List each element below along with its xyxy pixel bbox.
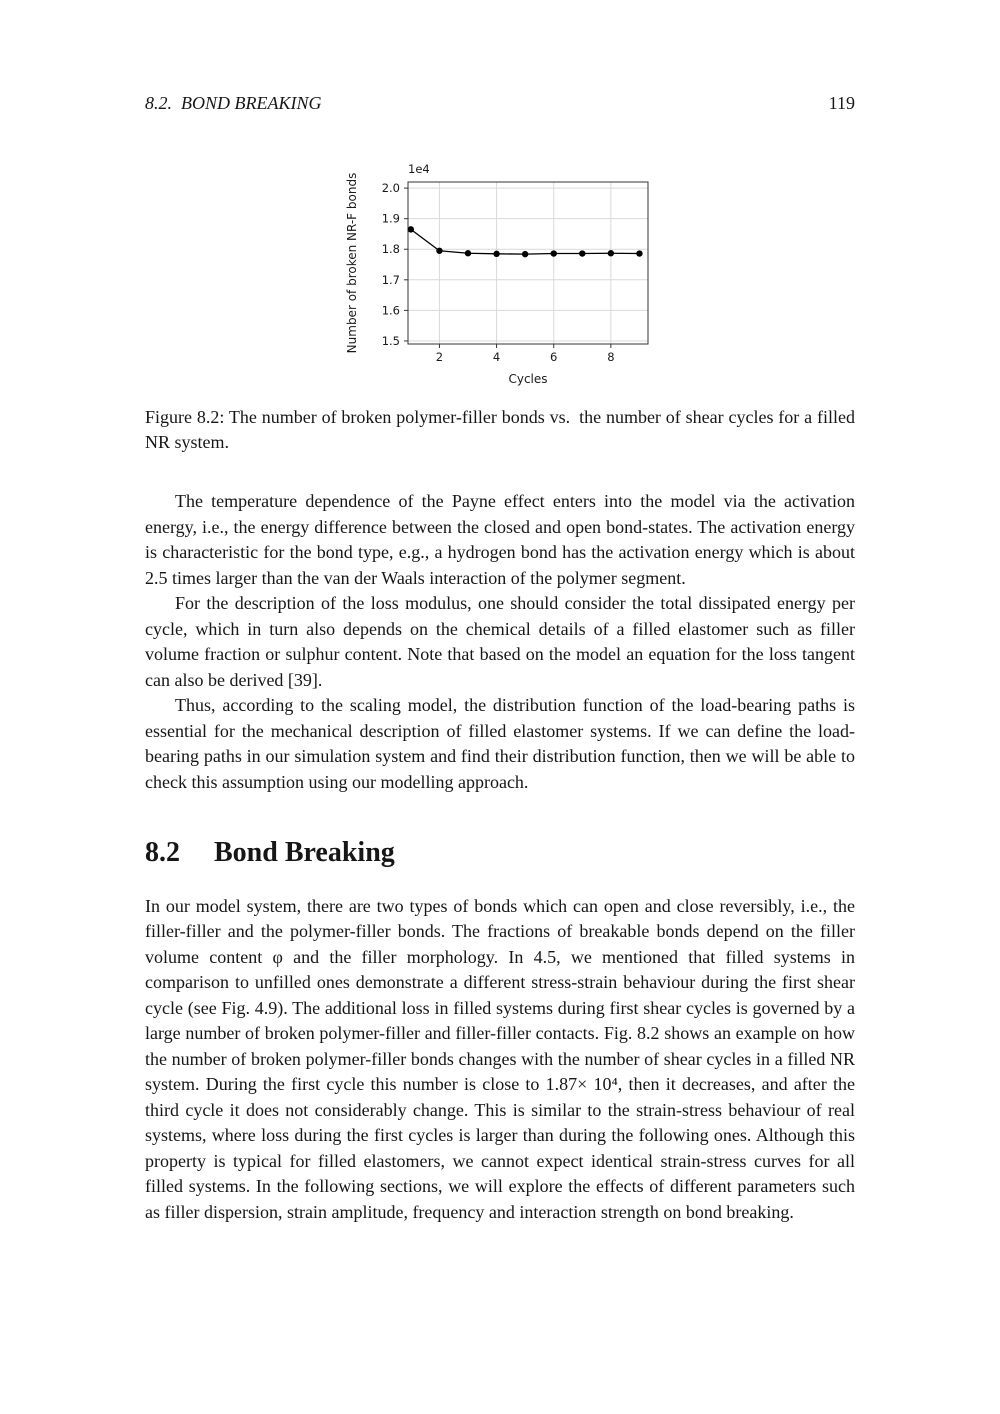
- data-line: [411, 229, 640, 254]
- data-point: [408, 226, 414, 232]
- running-header: [145, 93, 855, 114]
- running-header-section: 8.2. BOND BREAKING: [145, 93, 322, 113]
- axes-box: [408, 182, 648, 344]
- y-tick-label: 1.9: [381, 211, 400, 226]
- x-tick-label: 2: [435, 350, 444, 364]
- y-tick-label: 1.7: [381, 272, 400, 287]
- paragraph: In our model system, there are two types of bonds which can open and close reversibly, i.e., the filler-filler and the polymer-filler bonds. The fractions of breakable bonds depend on the filler volume content φ and the filler morphology. In 4.5, we mentioned that filled systems in comparison to unfilled ones demonstrate a different stress-strain behaviour during the first shear cycle (see Fig. 4.9). The additional loss in filled systems during first shear cycles is governed by a large number of broken polymer-filler and filler-filler contacts. Fig. 8.2 shows an example on how the number of broken polymer-filler bonds changes with the number of shear cycles in a filled NR system. During the first cycle this number is close to 1.87× 10⁴, then it decreases, and after the third cycle it does not considerably change. This is similar to the strain-stress behaviour of real systems, where loss during the first cycles is larger than during the following ones. Although this property is typical for filled elastomers, we cannot expect identical strain-stress curves for all filled systems. In the following sections, we will explore the effects of different parameters such as filler dispersion, strain amplitude, frequency and interaction strength on bond breaking.: [145, 895, 855, 1222]
- y-tick-label: 1.6: [381, 303, 400, 318]
- y-axis-label: Number of broken NR-F bonds: [345, 172, 359, 354]
- paragraph: For the description of the loss modulus, one should consider the total dissipated energy per cycle, which in turn also depends on the chemical details of a filled elastomer such as filler volume fraction or sulphur content. Note that based on the model an equation for the loss tangent can also be derived [39].: [145, 593, 855, 690]
- paragraph: The temperature dependence of the Payne effect enters into the model via the activation energy, i.e., the energy difference between the closed and open bond-states. The activation energy is characteristic for the bond type, e.g., a hydrogen bond has the activation energy which is about 2.5 times larger than the van der Waals interaction of the polymer segment.: [145, 491, 855, 588]
- data-point: [436, 248, 442, 254]
- data-point: [608, 250, 614, 256]
- data-point: [551, 250, 557, 256]
- data-point: [636, 250, 642, 256]
- data-point: [465, 250, 471, 256]
- figure-8-2: [145, 150, 855, 393]
- x-tick-label: 6: [550, 350, 558, 364]
- data-point: [522, 251, 528, 257]
- figure-caption: Figure 8.2: The number of broken polymer-filler bonds vs. the number of shear cycles for a filled NR system.: [145, 407, 855, 453]
- section-heading: [145, 837, 855, 869]
- y-tick-label: 1.5: [381, 333, 400, 348]
- x-tick-label: 8: [607, 350, 615, 364]
- bond-breaking-chart: [344, 150, 656, 388]
- section-number: 8.2: [145, 837, 180, 869]
- page-number: 119: [828, 93, 855, 113]
- section-title: Bond Breaking: [214, 837, 395, 869]
- x-tick-label: 4: [492, 350, 501, 364]
- data-point: [579, 250, 585, 256]
- paragraph: Thus, according to the scaling model, the distribution function of the load-bearing paths is essential for the mechanical description of filled elastomer systems. If we can define the load-bearing paths in our simulation system and find their distribution function, then we will be able to check this assumption using our modelling approach.: [145, 695, 855, 792]
- y-tick-label: 2.0: [381, 181, 400, 196]
- y-offset-label: 1e4: [408, 162, 430, 176]
- x-axis-label: Cycles: [508, 372, 548, 386]
- data-point: [493, 251, 499, 257]
- body-text: [145, 489, 855, 1225]
- y-tick-label: 1.8: [381, 242, 400, 257]
